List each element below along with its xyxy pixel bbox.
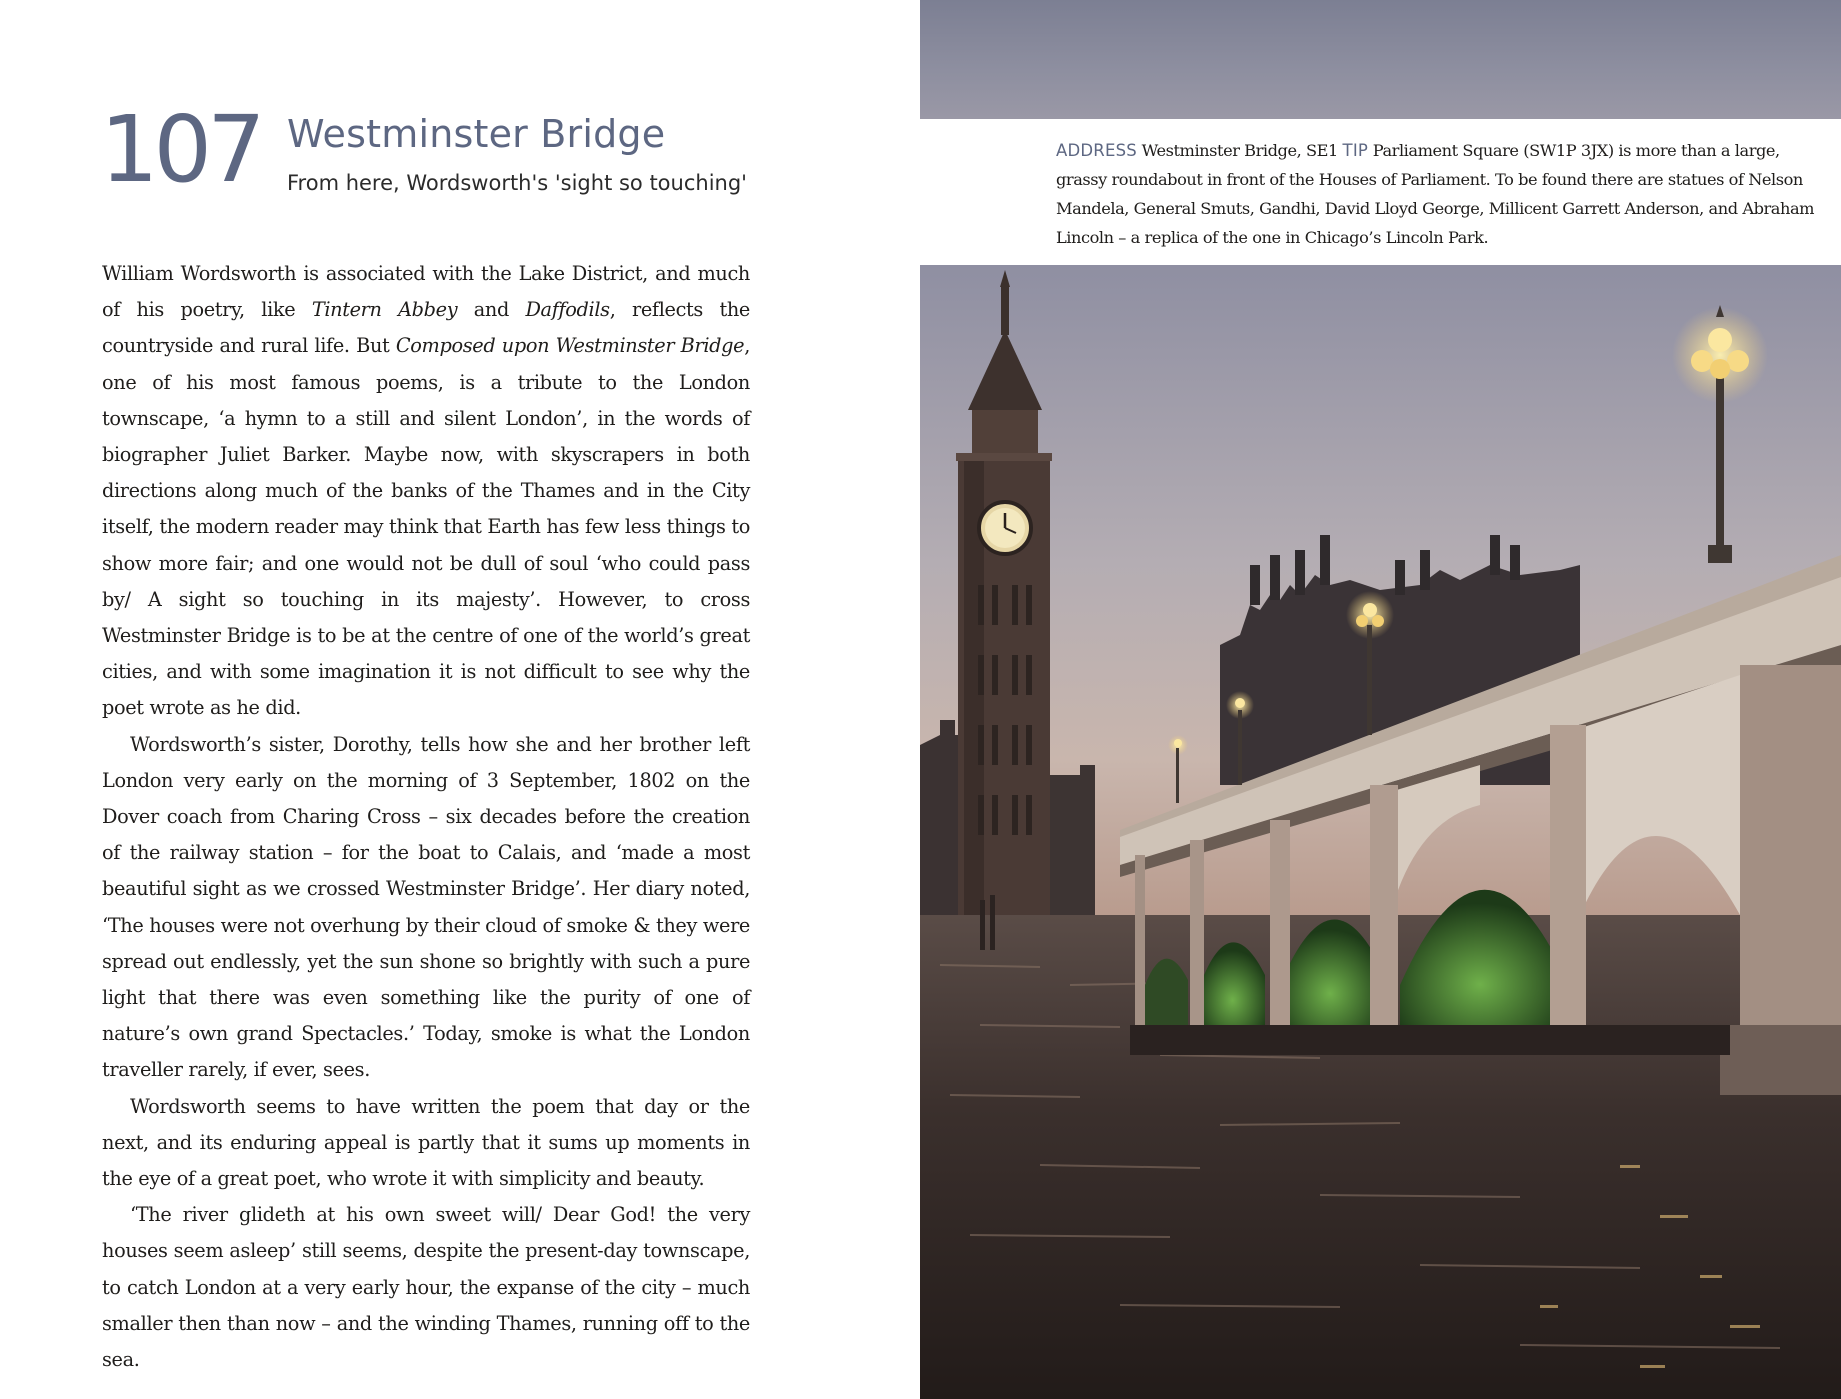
mooring-post bbox=[990, 895, 995, 950]
poem-title: Composed upon Westminster Bridge bbox=[395, 334, 745, 358]
poem-title: Daffodils bbox=[525, 298, 610, 322]
bridge-pier bbox=[1270, 820, 1290, 1030]
body-paragraph-1 bbox=[102, 256, 750, 727]
paragraph-text: and bbox=[457, 298, 526, 322]
body-text bbox=[102, 256, 750, 1378]
address-label: ADDRESS bbox=[1056, 141, 1137, 160]
address-value: Westminster Bridge, SE1 bbox=[1141, 141, 1338, 160]
left-page bbox=[0, 0, 920, 1399]
info-caption bbox=[1056, 136, 1821, 252]
body-paragraph-4: ‘The river glideth at his own sweet will/ Dear God! the very houses seem asleep’ still seems, despite the present-day townscape, to catch London at a very early hour, the expanse of the city – much smaller then than now – and the winding Thames, running off to the sea. bbox=[102, 1203, 750, 1372]
entry-title: Westminster Bridge bbox=[287, 112, 666, 156]
paragraph-text: , one of his most famous poems, is a tribute to the London townscape, ‘a hymn to a still and silent London’, in the words of biographer Juliet Barker. Maybe now, with skyscrapers in both directions along much of the banks of the Thames and in the City itself, the modern reader may think that Earth has few less things to show more fair; and one would not be dull of soul ‘who could pass by/ A sight so touching in its majesty’. However, to cross Westminster Bridge is to be at the centre of one of the world’s great cities, and with some imagination it is not difficult to see why the poet wrote as he did. bbox=[102, 334, 750, 720]
top-photo-strip bbox=[920, 0, 1841, 119]
body-paragraph-3: Wordsworth seems to have written the poem that day or the next, and its enduring appeal is partly that it sums up moments in the eye of a great poet, who wrote it with simplicity and beauty. bbox=[102, 1094, 750, 1191]
right-page bbox=[920, 0, 1841, 1399]
tip-label: TIP bbox=[1342, 141, 1369, 160]
bridge-pier bbox=[1550, 725, 1586, 1045]
bridge-pier bbox=[1370, 785, 1398, 1035]
entry-subtitle: From here, Wordsworth's 'sight so touching' bbox=[287, 171, 747, 195]
paragraph-text: William Wordsworth is associated with the Lake District, and much of his poetry, like bbox=[102, 262, 750, 322]
tip-value: Parliament Square (SW1P 3JX) is more than a large, grassy roundabout in front of the Houses of Parliament. To be found there are statues of Nelson Mandela, General Smuts, Gandhi, David Lloyd George, Millicent Garrett Anderson, and Abraham Lincoln – a replica of the one in Chicago’s Lincoln Park. bbox=[1056, 141, 1815, 247]
body-paragraph-2: Wordsworth’s sister, Dorothy, tells how she and her brother left London very early on the morning of 3 September, 1802 on the Dover coach from Charing Cross – six decades before the creation of the railway station – for the boat to Calais, and ‘made a most beautiful sight as we crossed Westminster Bridge’. Her diary noted, ‘The houses were not overhung by their cloud of smoke & they were spread out endlessly, yet the sun shone so brightly with such a pure light that there was even something like the purity of one of nature’s own grand Spectacles.’ Today, smoke is what the London traveller rarely, if ever, sees. bbox=[102, 732, 750, 1082]
photo-illustration bbox=[920, 265, 1841, 1399]
big-ben-bridge-photo bbox=[920, 265, 1841, 1399]
bridge-pier bbox=[1190, 840, 1204, 1030]
poem-title: Tintern Abbey bbox=[311, 298, 458, 322]
mooring-post bbox=[980, 900, 985, 950]
bridge-pier bbox=[1740, 665, 1841, 1085]
paragraph-text: , reflects the countryside and rural life. But bbox=[102, 298, 750, 358]
bridge-pier-base bbox=[1720, 1025, 1841, 1095]
bridge-pier bbox=[1135, 855, 1145, 1025]
entry-number: 107 bbox=[100, 96, 261, 203]
